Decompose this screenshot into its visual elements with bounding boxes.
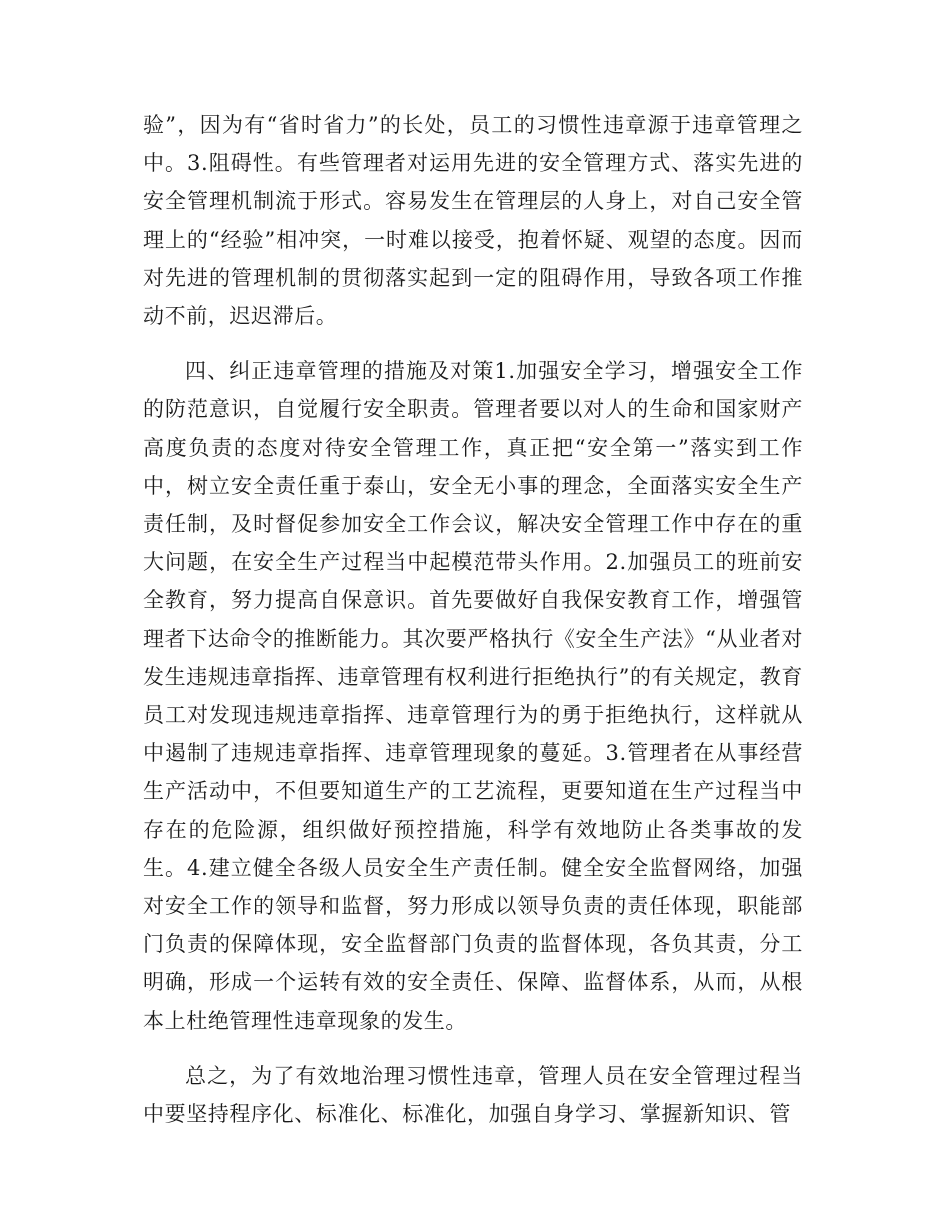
- paragraph-section-four: 四、纠正违章管理的措施及对策1.加强安全学习，增强安全工作的防范意识，自觉履行安全职责。管理者要以对人的生命和国家财产高度负责的态度对待安全管理工作，真正把“安全第一”落实到工作中，树立安全责任重于泰山，安全无小事的理念，全面落实安全生产责任制，及时督促参加安全工作会议，解决安全管理工作中存在的重大问题，在安全生产过程当中起模范带头作用。2.加强员工的班前安全教育，努力提高自保意识。首先要做好自我保安教育工作，增强管理者下达命令的推断能力。其次要严格执行《安全生产法》“从业者对发生违规违章指挥、违章管理有权利进行拒绝执行”的有关规定，教育员工对发现违规违章指挥、违章管理行为的勇于拒绝执行，这样就从中遏制了违规违章指挥、违章管理现象的蔓延。3.管理者在从事经营生产活动中，不但要知道生产的工艺流程，更要知道在生产过程当中存在的危险源，组织做好预控措施，科学有效地防止各类事故的发生。4.建立健全各级人员安全生产责任制。健全安全监督网络，加强对安全工作的领导和监督，努力形成以领导负责的责任体现，职能部门负责的保障体现，安全监督部门负责的监督体现，各负其责，分工明确，形成一个运转有效的安全责任、保障、监督体系，从而，从根本上杜绝管理性违章现象的发生。: [143, 359, 803, 1033]
- paragraph-conclusion: 总之，为了有效地治理习惯性违章，管理人员在安全管理过程当中要坚持程序化、标准化、标准化，加强自身学习、掌握新知识、管: [143, 1063, 803, 1127]
- document-body: [143, 106, 803, 1150]
- paragraph-continuation: 验”，因为有“省时省力”的长处，员工的习惯性违章源于违章管理之中。3.阻碍性。有些管理者对运用先进的安全管理方式、落实先进的安全管理机制流于形式。容易发生在管理层的人身上，对自己安全管理上的“经验”相冲突，一时难以接受，抱着怀疑、观望的态度。因而对先进的管理机制的贯彻落实起到一定的阻碍作用，导致各项工作推动不前，迟迟滞后。: [143, 113, 803, 329]
